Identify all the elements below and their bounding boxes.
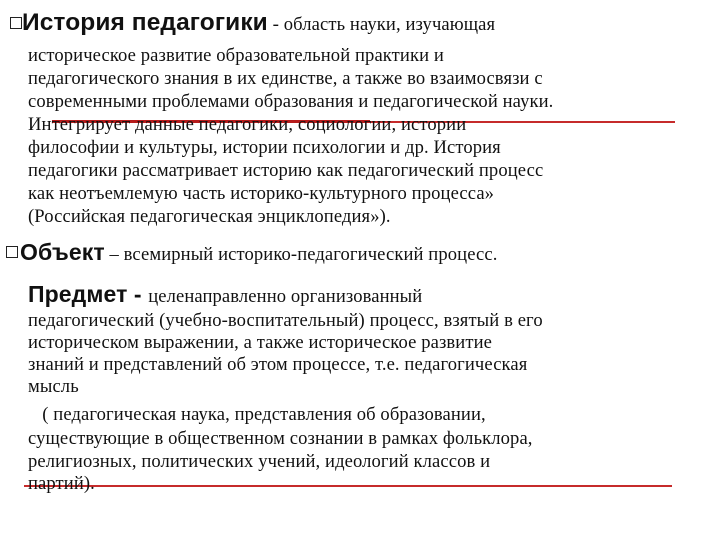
history-body-line: педагогики рассматривает историю как педагогический процесс <box>28 160 544 181</box>
subject-body-line: мысль <box>28 376 79 397</box>
term-dash: - <box>272 14 280 35</box>
term-object: Объект <box>20 239 105 265</box>
history-body-line: (Российская педагогическая энциклопедия»). <box>28 206 391 227</box>
history-lead-text: область науки, изучающая <box>283 14 496 35</box>
history-heading-line <box>22 8 495 40</box>
object-definition-text: – всемирный историко-педагогический процесс. <box>104 244 498 265</box>
history-body-line: современными проблемами образования и педагогической науки. <box>28 91 554 112</box>
subject-body-line: ( педагогическая наука, представления об образовании, <box>28 404 486 425</box>
bullet-square-icon <box>10 17 22 29</box>
subject-body-line: педагогический (учебно-воспитательный) процесс, взятый в его <box>28 310 543 331</box>
history-body-line: как неотъемлемую часть историко-культурного процесса» <box>28 183 495 204</box>
subject-body-line: знаний и представлений об этом процессе, т.е. педагогическая <box>28 354 528 375</box>
subject-lead-text: целенаправленно организованный <box>148 286 423 307</box>
term-history-of-pedagogy: История педагогики <box>22 9 268 36</box>
history-body-line: философии и культуры, истории психологии и др. История <box>28 137 501 158</box>
bullet-square-icon <box>6 246 18 258</box>
decorative-red-rule <box>24 485 672 487</box>
history-body-line: педагогического знания в их единстве, а также во взаимосвязи с <box>28 68 543 89</box>
object-line <box>20 237 497 270</box>
history-body-line: историческое развитие образовательной практики и <box>28 45 444 66</box>
subject-body-line: историческом выражении, а также историческое развитие <box>28 332 492 353</box>
subject-heading-line <box>28 279 422 312</box>
subject-body-line: религиозных, политических учений, идеологий классов и <box>28 451 491 472</box>
history-body-line: Интегрирует данные педагогики, социологии, истории <box>28 114 467 135</box>
term-subject: Предмет - <box>28 281 149 307</box>
subject-body-line: существующие в общественном сознании в рамках фольклора, <box>28 428 533 449</box>
subject-body-line: партий). <box>28 473 95 494</box>
